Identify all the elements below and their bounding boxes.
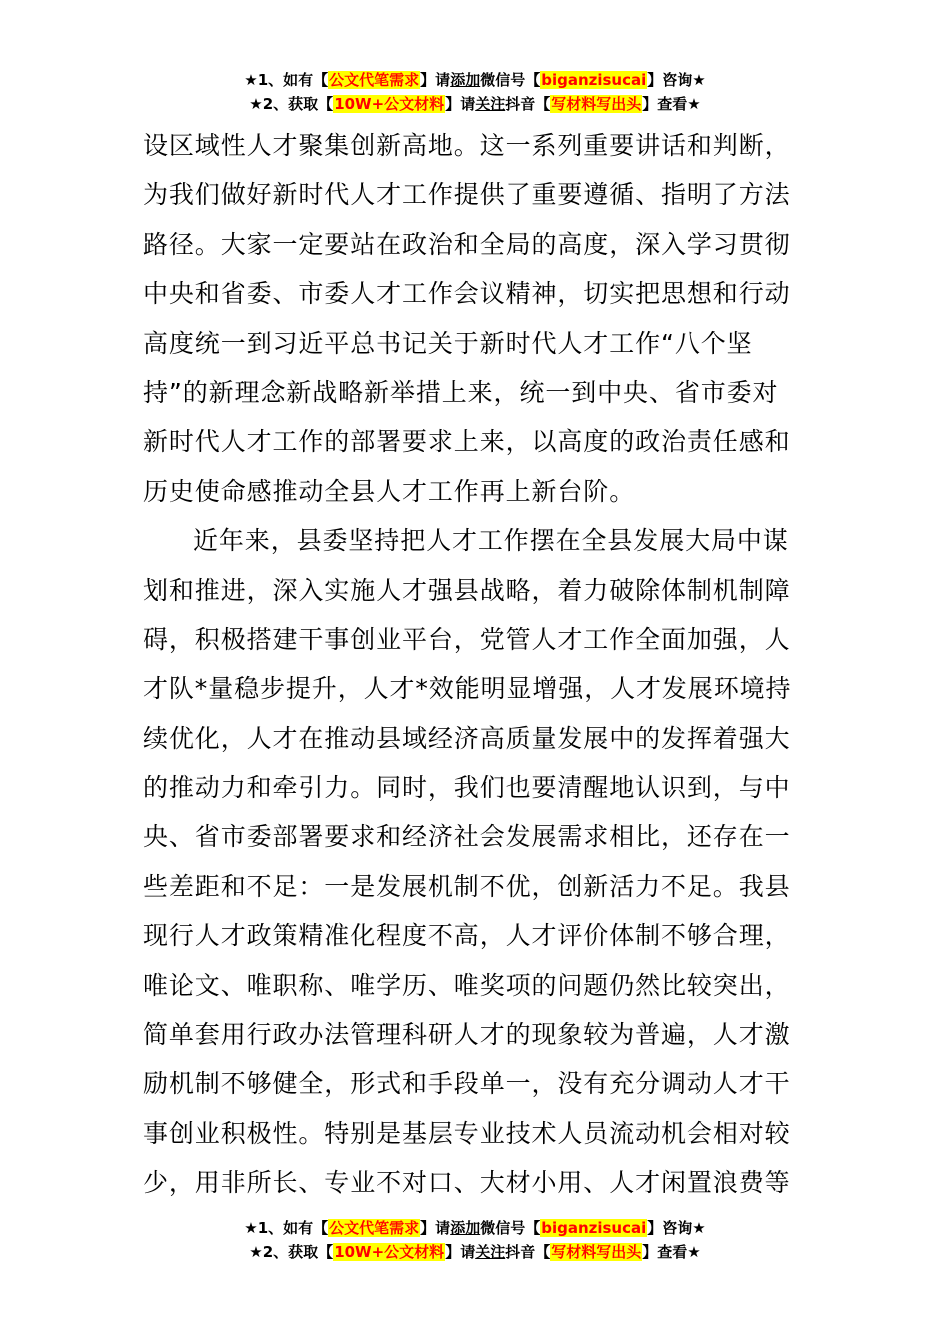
banner-line-1: ★1、如有【公文代笔需求】请添加微信号【biganzisucai】咨询★ bbox=[244, 1219, 706, 1237]
highlight-materials: 10W+公文材料 bbox=[334, 1243, 445, 1261]
body-line: 的推动力和牵引力。同时，我们也要清醒地认识到，与中 bbox=[143, 773, 791, 803]
body-line: 中央和省委、市委人才工作会议精神，切实把思想和行动 bbox=[143, 279, 791, 309]
body-line: 设区域性人才聚集创新高地。这一系列重要讲话和判断， bbox=[143, 131, 791, 160]
body-line: 新时代人才工作的部署要求上来，以高度的政治责任感和 bbox=[143, 427, 791, 457]
document-body bbox=[143, 121, 807, 1208]
body-line: 现行人才政策精准化程度不高，人才评价体制不够合理， bbox=[143, 921, 791, 951]
wechat-id: biganzisucai bbox=[541, 1219, 647, 1237]
body-line: 碍，积极搭建干事创业平台，党管人才工作全面加强，人 bbox=[143, 624, 791, 654]
header-banner bbox=[0, 68, 950, 116]
banner-line-1: ★1、如有【公文代笔需求】请添加微信号【biganzisucai】咨询★ bbox=[244, 71, 706, 89]
banner-line-2: ★2、获取【10W+公文材料】请关注抖音【写材料写出头】查看★ bbox=[249, 95, 701, 113]
body-line: 些差距和不足：一是发展机制不优，创新活力不足。我县 bbox=[143, 871, 791, 901]
douyin-account: 写材料写出头 bbox=[551, 95, 642, 113]
body-line: 才队*量稳步提升，人才*效能明显增强，人才发展环境持 bbox=[143, 674, 792, 704]
highlight-service: 公文代笔需求 bbox=[329, 71, 420, 89]
body-line: 持”的新理念新战略新举措上来，统一到中央、省市委对 bbox=[143, 377, 779, 407]
footer-banner bbox=[0, 1216, 950, 1264]
banner-line-2: ★2、获取【10W+公文材料】请关注抖音【写材料写出头】查看★ bbox=[249, 1243, 701, 1261]
highlight-materials: 10W+公文材料 bbox=[334, 95, 445, 113]
body-line: 路径。大家一定要站在政治和全局的高度，深入学习贯彻 bbox=[143, 229, 791, 259]
paragraph-start-line: 近年来，县委坚持把人才工作摆在全县发展大局中谋 bbox=[193, 526, 789, 556]
douyin-account: 写材料写出头 bbox=[551, 1243, 642, 1261]
body-line: 划和推进，深入实施人才强县战略，着力破除体制机制障 bbox=[143, 575, 791, 605]
wechat-id: biganzisucai bbox=[541, 71, 647, 89]
body-line: 续优化，人才在推动县域经济高质量发展中的发挥着强大 bbox=[143, 723, 791, 753]
body-line: 历史使命感推动全县人才工作再上新台阶。 bbox=[143, 476, 636, 506]
highlight-service: 公文代笔需求 bbox=[329, 1219, 420, 1237]
body-line: 事创业积极性。特别是基层专业技术人员流动机会相对较 bbox=[143, 1118, 791, 1148]
body-line: 励机制不够健全，形式和手段单一，没有充分调动人才干 bbox=[143, 1069, 791, 1099]
body-line: 央、省市委部署要求和经济社会发展需求相比，还存在一 bbox=[143, 822, 791, 852]
body-line: 唯论文、唯职称、唯学历、唯奖项的问题仍然比较突出， bbox=[143, 970, 791, 1000]
body-line: 简单套用行政办法管理科研人才的现象较为普遍，人才激 bbox=[143, 1020, 791, 1050]
body-line: 少，用非所长、专业不对口、大材小用、人才闲置浪费等 bbox=[143, 1168, 791, 1198]
body-line: 为我们做好新时代人才工作提供了重要遵循、指明了方法 bbox=[143, 180, 791, 210]
body-line: 高度统一到习近平总书记关于新时代人才工作“八个坚 bbox=[143, 328, 753, 358]
